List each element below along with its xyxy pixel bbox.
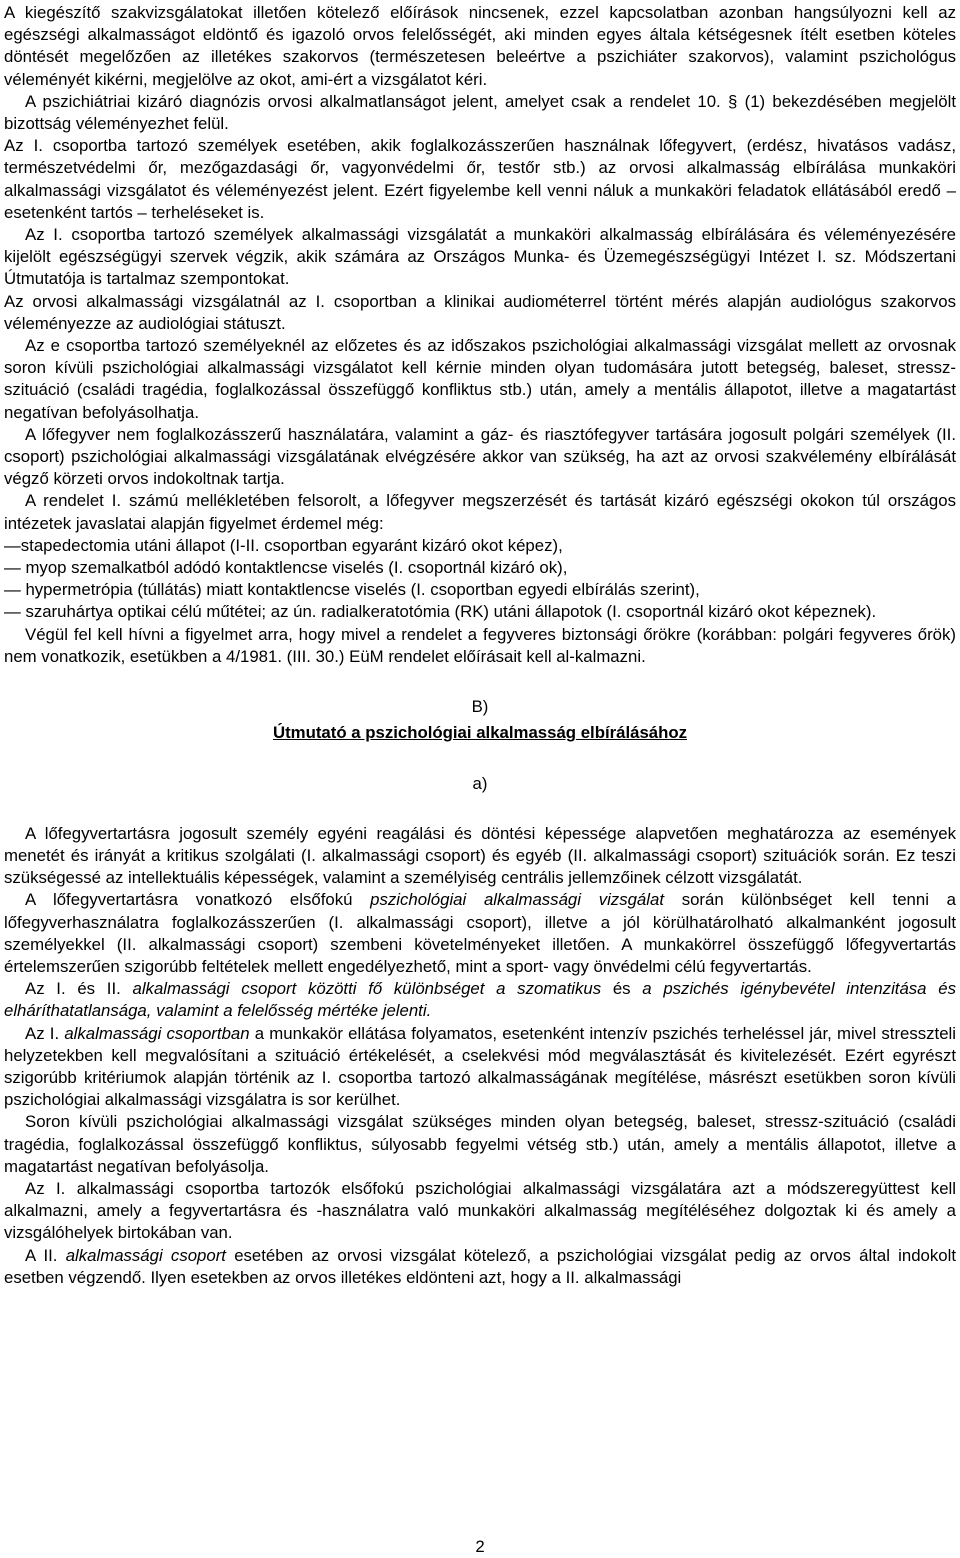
- paragraph-b2: [4, 889, 956, 978]
- paragraph-b1: A lőfegyvertartásra jogosult személy egyéni reagálási és döntési képessége alapvetően meghatározza az események menetét és irányát a kritikus szolgálati (I. alkalmassági csoport) és egyéb (II. alkalmassági csoport) szituációk során. Ez teszi szükségessé az intellektuális képességek, valamint a személyiség centrális jellemzőinek célzott vizsgálatát.: [4, 823, 956, 888]
- emphasis: alkalmassági csoportban: [64, 1023, 250, 1043]
- emphasis: alkalmassági csoport: [65, 1245, 226, 1265]
- paragraph-b6: Az I. alkalmassági csoportba tartozók elsőfokú pszichológiai alkalmassági vizsgálatára azt a módszeregyüttest kell alkalmazni, amely a fegyvertartásra és -használatra való munkaköri alkalmasság megítéléséhez dolgoztak ki és amely a vizsgálóhelyek birtokában van.: [4, 1178, 956, 1243]
- paragraph-b7: [4, 1245, 956, 1289]
- top-paragraphs: [4, 2, 956, 535]
- paragraph-6: Az e csoportba tartozó személyeknél az előzetes és az időszakos pszichológiai alkalmassági vizsgálat mellett az orvosnak soron kívüli pszichológiai alkalmassági vizsgálatot kell kérnie minden olyan tudomására jutott betegség, baleset, stressz-szituáció (családi tragédia, foglalkozással összefüggő konfliktus stb.) után, amely a mentális állapotot, illetve a magatartást negatívan befolyásolhatja.: [4, 336, 956, 422]
- list-item: — hypermetrópia (túllátás) miatt kontaktlencse viselés (I. csoportban egyedi elbírálás szerint),: [4, 580, 700, 600]
- paragraph-1: A kiegészítő szakvizsgálatokat illetően kötelező előírások nincsenek, ezzel kapcsolatban azonban hangsúlyozni kell az egészségi alkalmasságot eldöntő és igazoló orvos felelősségét, aki minden egyes általa kétségesnek ítélt esetben köteles döntését megelőzően az illetékes szakorvos (természetesen beleértve a pszichiáter szakorvos), valamint pszichológus véleményét kikérni, megjelölve az okot, ami-ért a vizsgálatot kéri.: [4, 3, 956, 89]
- list-item: — szaruhártya optikai célú műtétei; az ún. radialkeratotómia (RK) utáni állapotok (I. csoportnál kizáró okot képeznek).: [4, 602, 877, 622]
- paragraph-3: Az I. csoportba tartozó személyek esetében, akik foglalkozásszerűen használnak lőfegyvert, (erdész, hivatásos vadász, természetvédelmi őr, mezőgazdasági őr, vagyonvédelmi őr, testőr stb.) az orvosi alkalmasság elbírálása munkaköri alkalmassági vizsgálatot és véleményezést jelent. Ezért figyelembe kell venni náluk a munkaköri feladatok ellátásából eredő – esetenként tartós – terheléseket is.: [4, 136, 956, 222]
- emphasis: alkalmassági csoport közötti fő különbséget a szomatikus: [132, 979, 602, 999]
- paragraph-b3: [4, 978, 956, 1022]
- paragraph-5: Az orvosi alkalmassági vizsgálatnál az I. csoportban a klinikai audiométerrel történt mérés alapján audiológus szakorvos véleményezze az audiológiai státuszt.: [4, 291, 956, 333]
- text-run: Az I. és II.: [25, 979, 133, 999]
- paragraph-2: A pszichiátriai kizáró diagnózis orvosi alkalmatlanságot jelent, amelyet csak a rendelet 10. § (1) bekezdésében megjelölt bizottság véleményezhet felül.: [4, 91, 956, 134]
- text-run: esetében az orvosi vizsgálat kötelező, a pszichológiai vizsgálat pedig az orvos által indokolt esetben végzendő. Ilyen esetekben az orvos illetékes eldönteni azt, hogy a II. alkalmassági: [4, 1245, 956, 1287]
- paragraph-after-list: Végül fel kell hívni a figyelmet arra, hogy mivel a rendelet a fegyveres biztonsági őrökre (korábban: polgári fegyveres őrök) nem vonatkozik, esetükben a 4/1981. (III. 30.) EüM rendelet előírásait kell al-kalmazni.: [4, 624, 956, 666]
- page-number: 2: [475, 1537, 485, 1556]
- text-run: és: [601, 979, 643, 999]
- emphasis: pszichológiai alkalmassági vizsgálat: [370, 890, 664, 910]
- dash-list: [4, 535, 956, 624]
- text-run: a munkakör ellátása folyamatos, esetenként intenzív pszichés terheléssel jár, mivel stresszteli helyzetekben kell megvalósítani a szituáció értékelését, a cselekvési mód megválasztását és kivitelezését. Ezért egyrészt szigorúbb kritériumok alapján történik az I. csoportba tartozó alkalmasságának megítélése, másrészt esetükben soron kívüli pszichológiai alkalmassági vizsgálatra is sor kerülhet.: [4, 1023, 956, 1110]
- paragraph-8: A rendelet I. számú mellékletében felsorolt, a lőfegyver megszerzését és tartását kizáró egészségi okokon túl országos intézetek javaslatai alapján figyelmet érdemel még:: [4, 491, 956, 533]
- text-run: során különbséget kell tenni a lőfegyverhasználatra foglalkozásszerűen (I. alkalmassági csoport), illetve a jól körülhatárolható alkalmanként jogosult személyekkel (II. alkalmassági csoport) szembeni követelményeket illetően. A munkakörrel összefüggő lőfegyvertartás értelemszerűen szigorúbb feltételek mellett engedélyezhető, mint a sport- vagy önvédelmi célú fegyvertartás.: [4, 890, 956, 976]
- text-run: A II.: [25, 1245, 66, 1265]
- section-label: B): [471, 697, 489, 717]
- paragraph-4: Az I. csoportba tartozó személyek alkalmassági vizsgálatát a munkaköri alkalmasság elbírálására és véleményezésére kijelölt egészségügyi szervek végzik, akik számára az Országos Munka- és Üzemegészségügyi Intézet I. sz. Módszertani Útmutatója is tartalmaz szempontokat.: [4, 225, 956, 289]
- text-run: A lőfegyvertartásra vonatkozó elsőfokú: [25, 890, 371, 910]
- text-run: Az I.: [25, 1023, 65, 1043]
- paragraph-7: A lőfegyver nem foglalkozásszerű használatára, valamint a gáz- és riasztófegyver tartására jogosult polgári személyek (II. csoport) pszichológiai alkalmassági vizsgálatának elvégzésére akkor van szükség, ha azt az orvosi szakvélemény elbírálását végző körzeti orvos indokoltnak tartja.: [4, 424, 956, 489]
- paragraph-b5: Soron kívüli pszichológiai alkalmassági vizsgálat szükséges minden olyan betegség, baleset, stressz-szituáció (családi tragédia, foglalkozással összefüggő konfliktus, súlyosabb fegyelmi vétség stb.) után, amely a mentális állapotot, illetve a magatartást negatívan befolyásolja.: [4, 1112, 956, 1176]
- subsection-label: a): [472, 773, 488, 793]
- list-item: —stapedectomia utáni állapot (I-II. csoportban egyaránt kizáró okot képez),: [4, 535, 563, 555]
- emphasis: a pszichés igénybevétel intenzitása és elháríthatatlansága, valamint a felelősség mértéke jelenti.: [4, 979, 956, 1021]
- list-item: — myop szemalkatból adódó kontaktlencse viselés (I. csoportnál kizáró ok),: [4, 558, 568, 578]
- section-title: Útmutató a pszichológiai alkalmasság elbírálásához: [272, 723, 688, 743]
- paragraph-b4: [4, 1023, 956, 1112]
